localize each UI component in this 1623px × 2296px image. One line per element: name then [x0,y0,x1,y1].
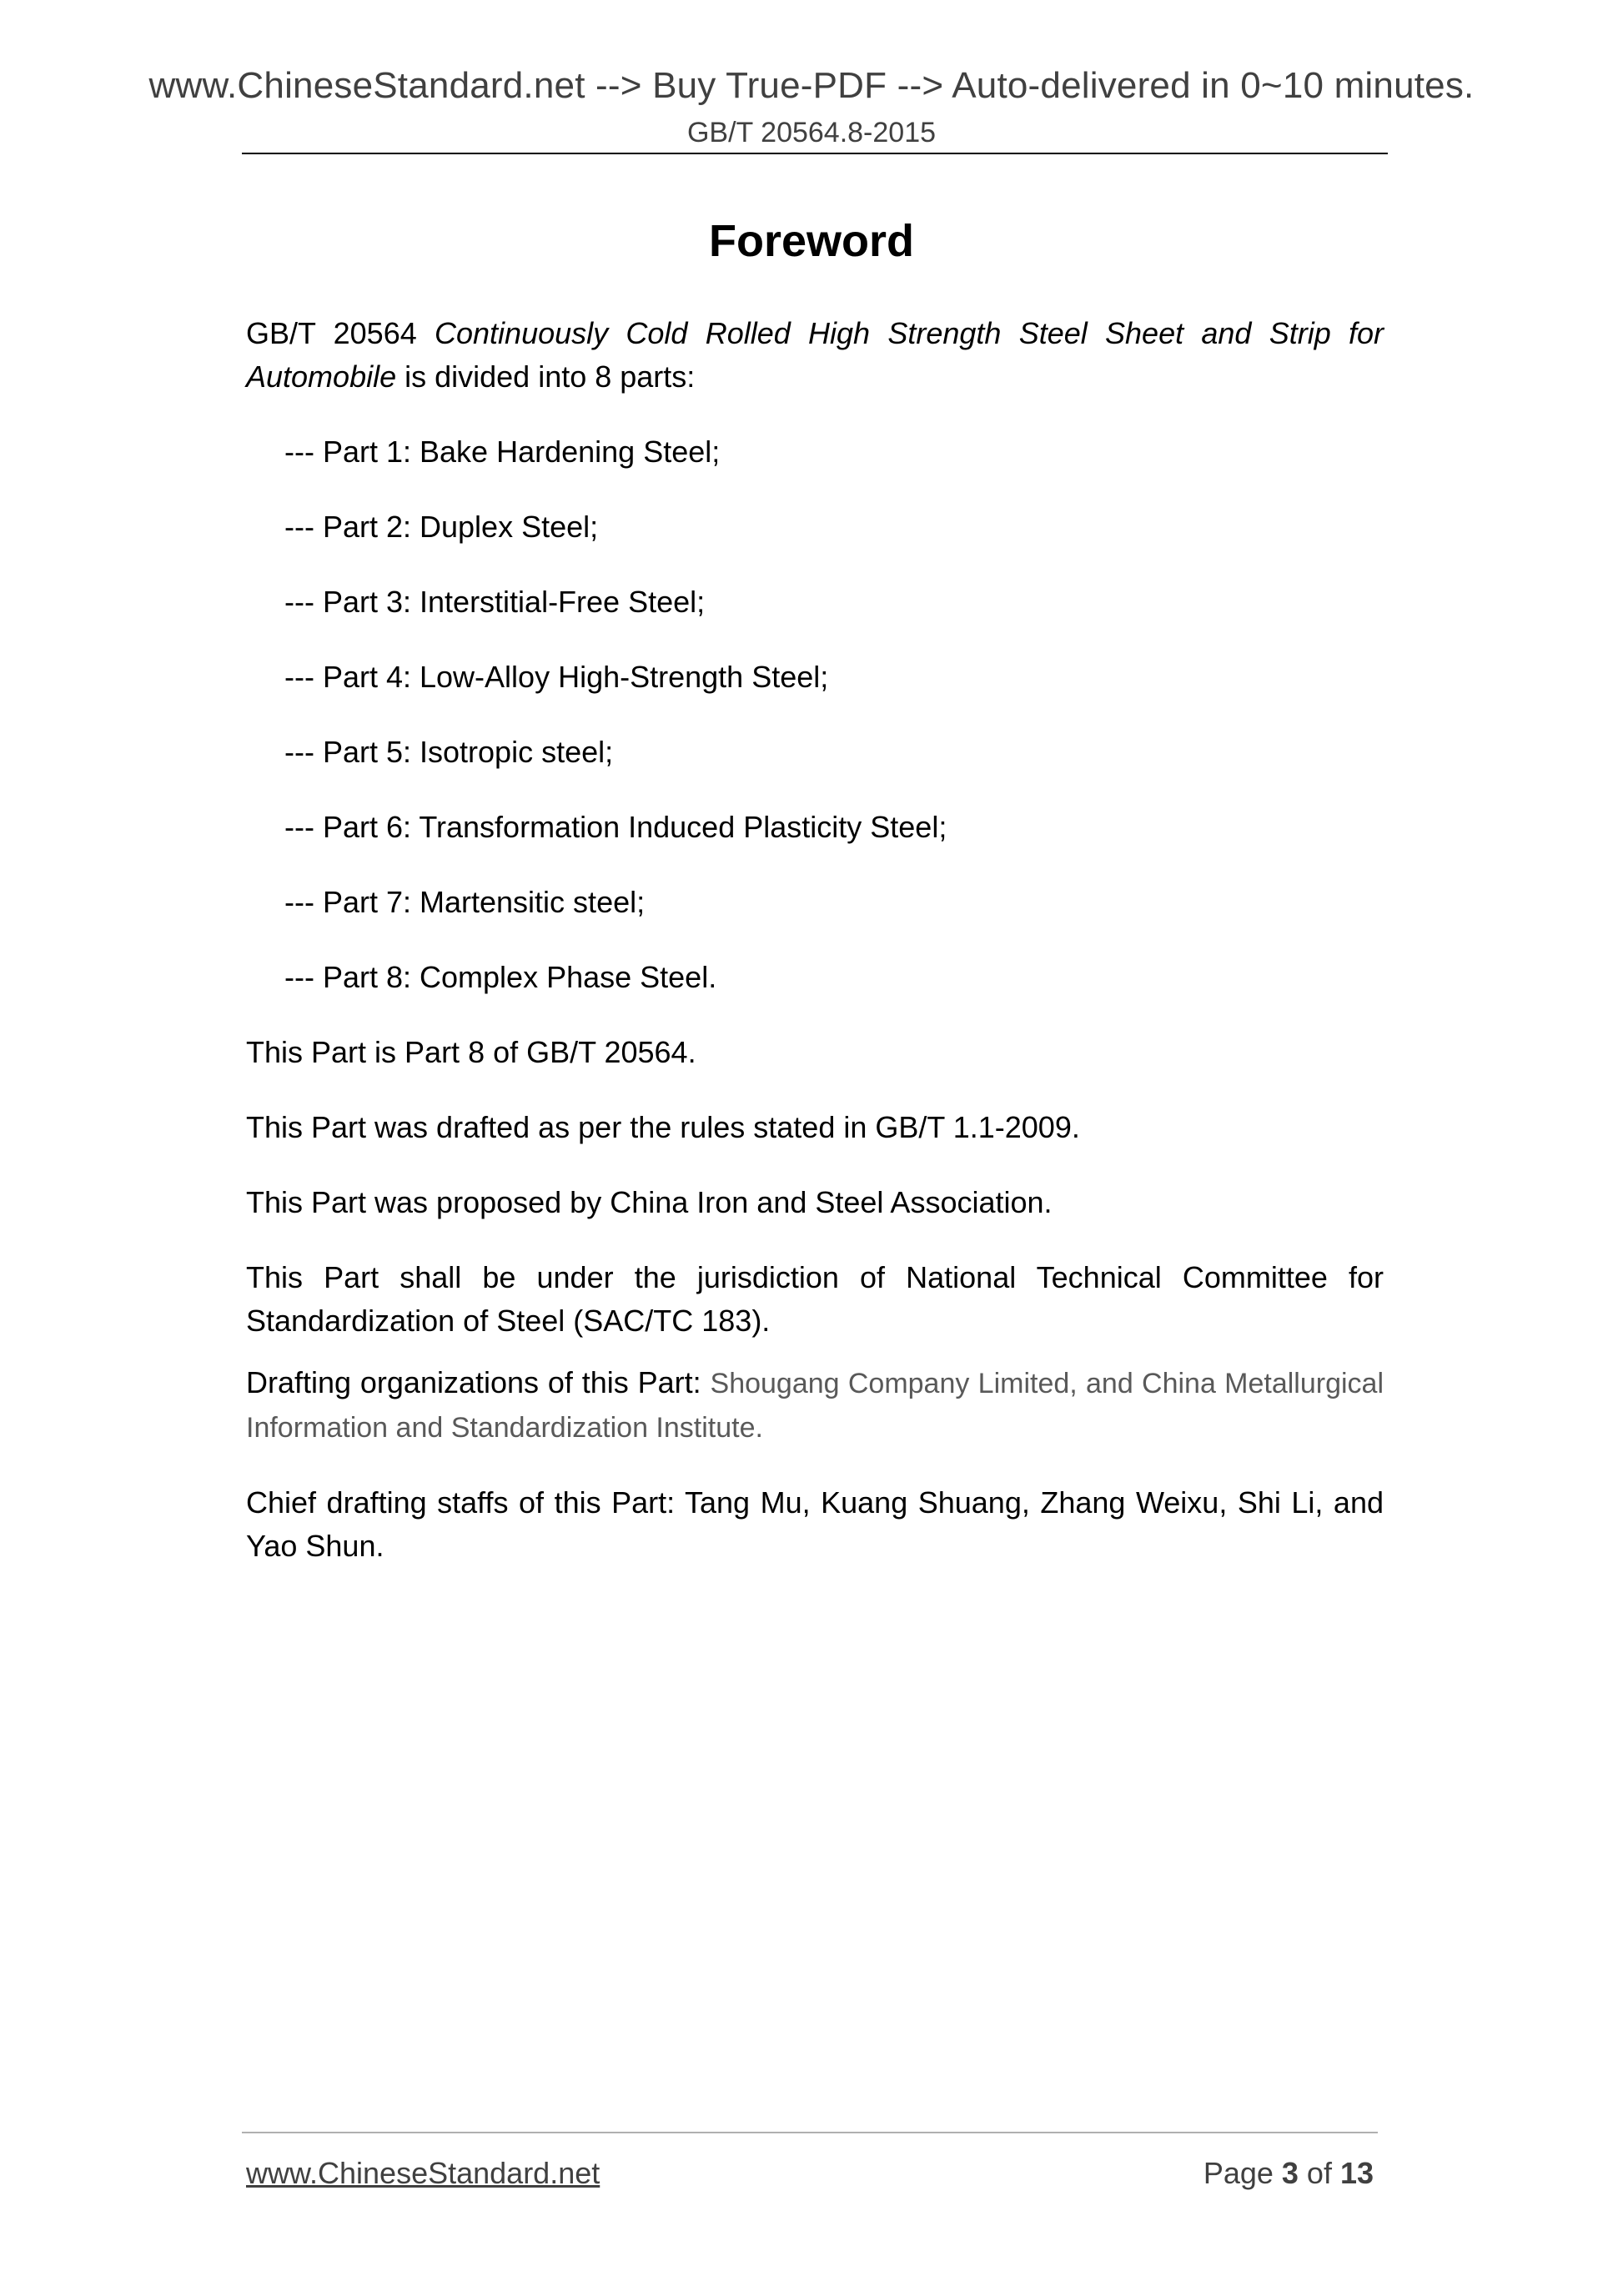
drafting-organizations-paragraph [246,1361,1384,1449]
chief-staffs-paragraph: Chief drafting staffs of this Part: Tang Mu, Kuang Shuang, Zhang Weixu, Shi Li, and Yao Shun. [246,1485,1384,1563]
footer-divider [242,2132,1378,2133]
drafted-rules-paragraph: This Part was drafted as per the rules stated in GB/T 1.1-2009. [246,1110,1080,1144]
page-total: 13 [1339,2156,1374,2190]
intro-prefix: GB/T 20564 [246,316,435,350]
intro-suffix: is divided into 8 parts: [396,359,696,394]
part-of-paragraph: This Part is Part 8 of GB/T 20564. [246,1035,696,1069]
header-divider [242,153,1388,154]
footer-site-link[interactable]: www.ChineseStandard.net [246,2156,600,2190]
list-item-part-2: --- Part 2: Duplex Steel; [284,510,599,544]
list-item-part-1: --- Part 1: Bake Hardening Steel; [284,435,721,469]
jurisdiction-paragraph: This Part shall be under the jurisdiction of National Technical Committee for Standardization of Steel (SAC/TC 183). [246,1260,1384,1338]
page-of-label: of [1298,2156,1340,2190]
list-item-part-6: --- Part 6: Transformation Induced Plasticity Steel; [284,810,947,844]
page-number: 3 [1281,2156,1299,2190]
drafting-organizations-value: Shougang Company Limited, and China Metallurgical Information and Standardization Institute. [246,1368,1384,1444]
page-label: Page [1203,2156,1282,2190]
footer-page-indicator [1203,2156,1374,2191]
list-item-part-4: --- Part 4: Low-Alloy High-Strength Steel; [284,660,829,694]
document-body [246,312,1384,1568]
page-title: Foreword [708,216,914,266]
drafting-organizations-label: Drafting organizations of this Part: [246,1365,711,1399]
intro-paragraph [246,312,1384,399]
list-item-part-7: --- Part 7: Martensitic steel; [284,885,646,919]
header-banner: www.ChineseStandard.net --> Buy True-PDF --> Auto-delivered in 0~10 minutes. [148,65,1475,106]
standard-code: GB/T 20564.8-2015 [686,117,937,148]
list-item-part-3: --- Part 3: Interstitial-Free Steel; [284,585,706,619]
proposed-by-paragraph: This Part was proposed by China Iron and Steel Association. [246,1185,1053,1219]
intro-standard-title: Continuously Cold Rolled High Strength Steel Sheet and Strip for Automobile [246,316,1384,394]
list-item-part-8: --- Part 8: Complex Phase Steel. [284,960,717,994]
list-item-part-5: --- Part 5: Isotropic steel; [284,735,614,769]
